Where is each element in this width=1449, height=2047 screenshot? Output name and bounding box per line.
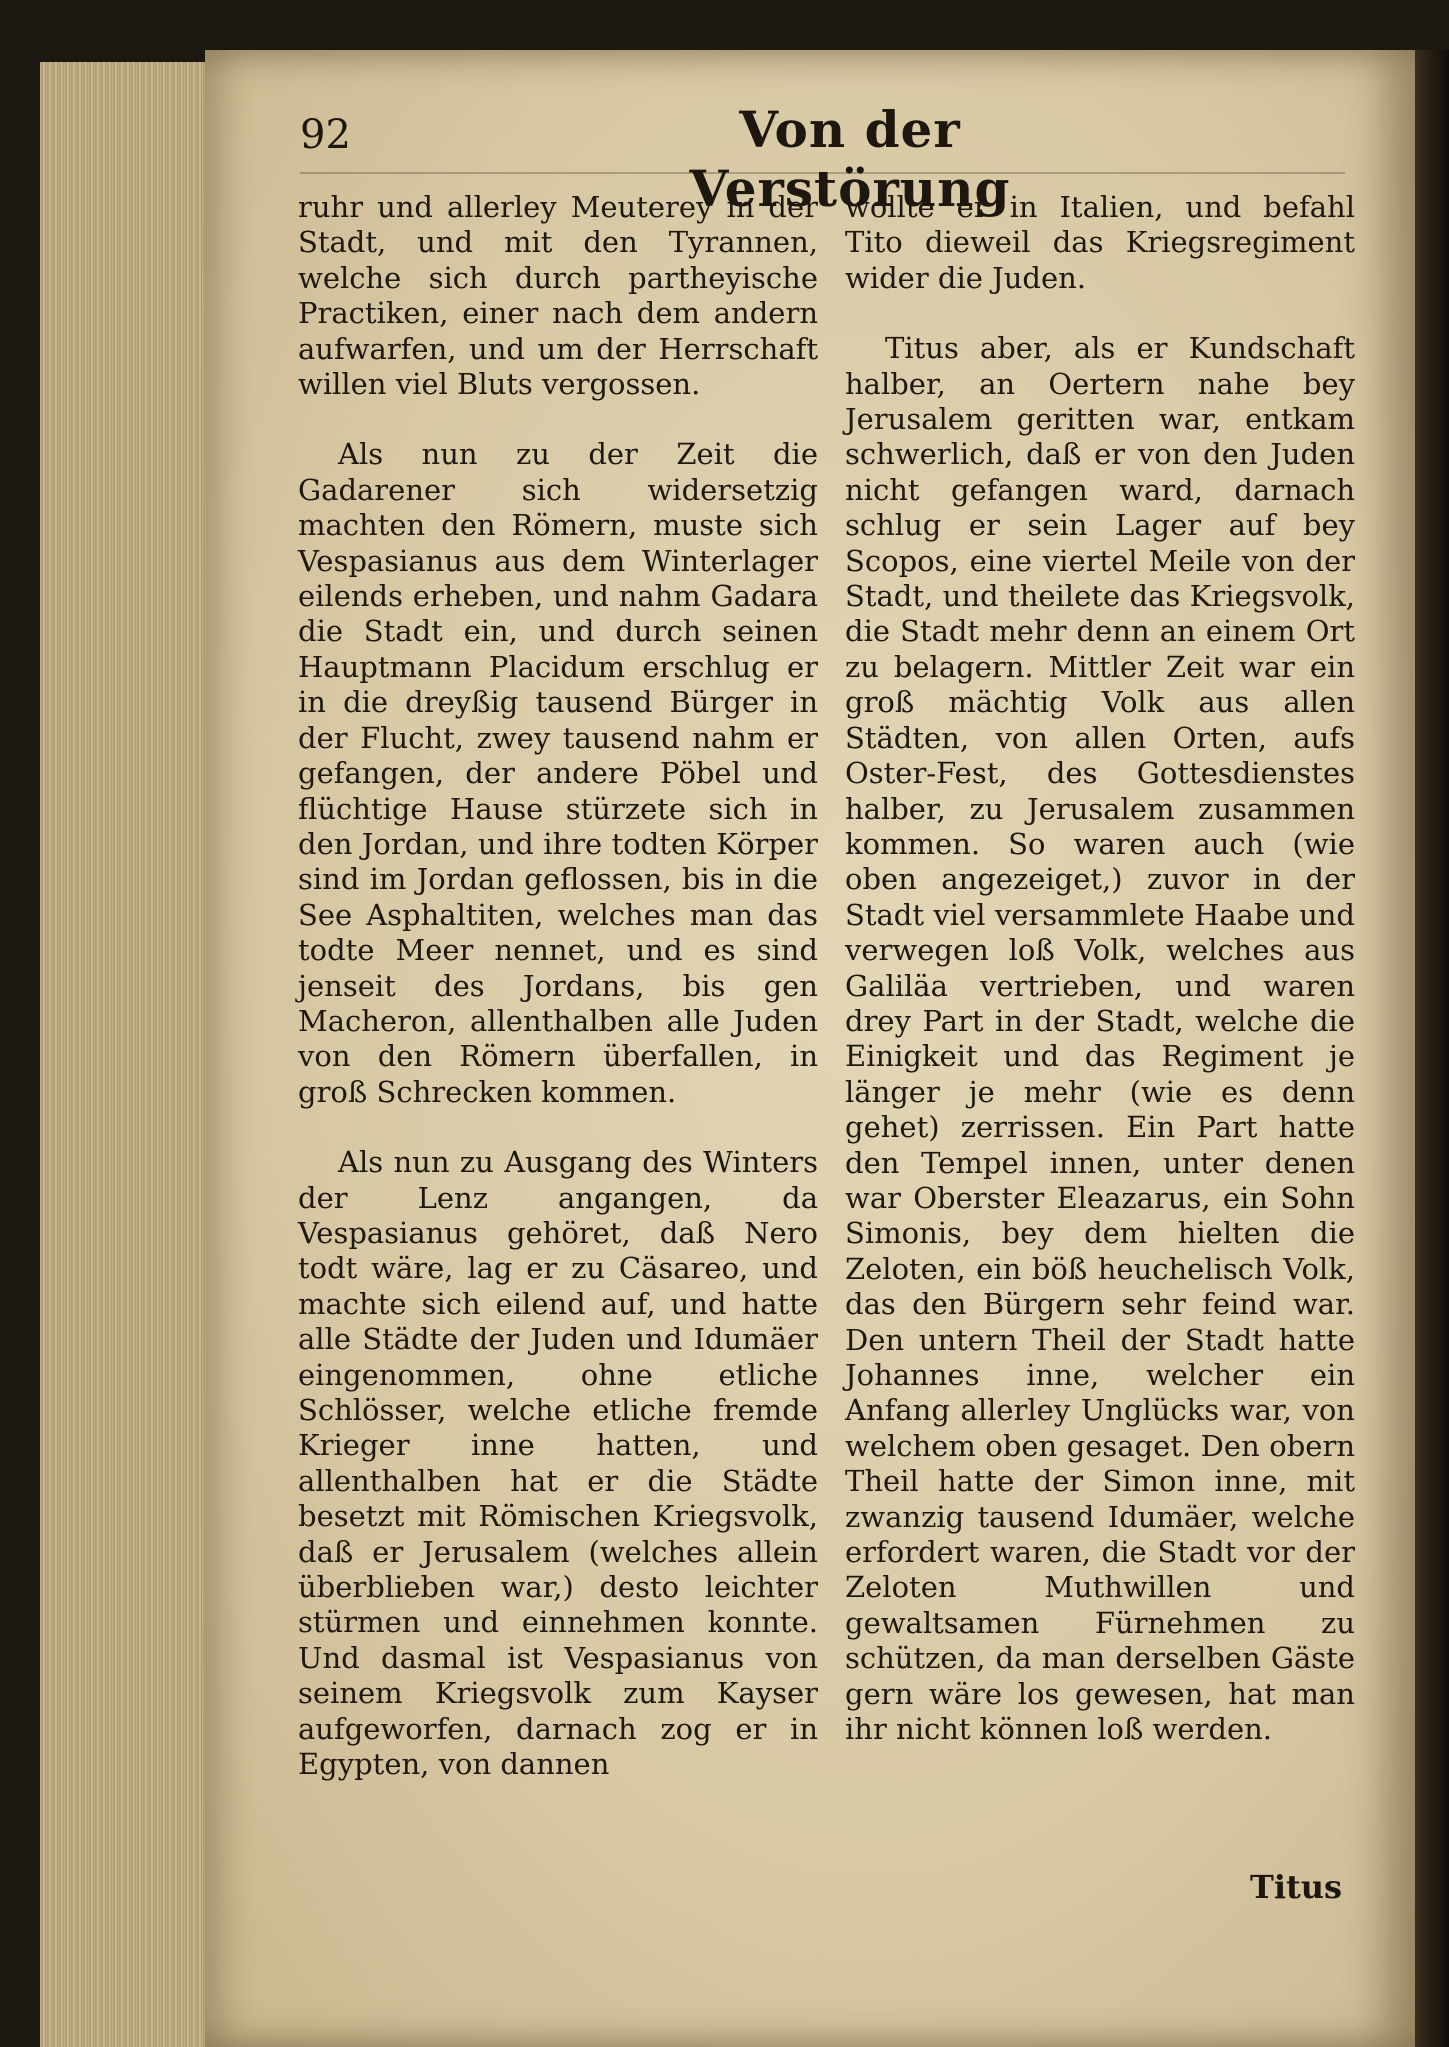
running-head: Von der Verstörung — [689, 100, 1011, 218]
paragraph: Als nun zu der Zeit die Gadarener sich widersetzig machten den Römern, muste sich Vespasianus aus dem Winterlager eilends erheben, und nahm Gadara die Stadt ein, und durch seinen Hauptmann Placidum erschlug er in die dreyßig tausend Bürger in der Flucht, zwey tausend nahm er gefangen, der andere Pöbel und flüchtige Hause stürzete sich in den Jordan, und ihre todten Körper sind im Jordan geflossen, bis in die See Asphaltiten, welches man das todte Meer nennet, und es sind jenseit des Jordans, bis gen Macheron, allenthalben alle Juden von den Römern überfallen, in groß Schrecken kommen. — [298, 437, 818, 1109]
book-gutter — [1415, 50, 1449, 2047]
paragraph: ruhr und allerley Meuterey in der Stadt, und mit den Tyrannen, welche sich durch partheyische Practiken, einer nach dem andern aufwarfen, und um der Herrschaft willen viel Bluts vergossen. — [298, 190, 818, 402]
left-column — [298, 190, 818, 1782]
page-edges — [40, 62, 210, 2047]
page-number: 92 — [300, 112, 351, 158]
catchword: Titus — [1250, 1868, 1343, 1906]
paragraph: Als nun zu Ausgang des Winters der Lenz angangen, da Vespasianus gehöret, daß Nero todt wäre, lag er zu Cäsareo, und machte sich eilend auf, und hatte alle Städte der Juden und Idumäer eingenommen, ohne etliche Schlösser, welche etliche fremde Krieger inne hatten, und allenthalben hat er die Städte besetzt mit Römischen Kriegsvolk, daß er Jerusalem (welches allein überblieben war,) desto leichter stürmen und einnehmen konnte. Und dasmal ist Vespasianus von seinem Kriegsvolk zum Kayser aufgeworfen, darnach zog er in Egypten, von dannen — [298, 1145, 818, 1782]
right-column — [845, 190, 1355, 1747]
header-rule — [300, 172, 1345, 174]
paragraph: wollte er in Italien, und befahl Tito dieweil das Kriegsregiment wider die Juden. — [845, 190, 1355, 295]
paragraph: Titus aber, als er Kundschaft halber, an Oertern nahe bey Jerusalem geritten war, entkam schwerlich, daß er von den Juden nicht gefangen ward, darnach schlug er sein Lager auf bey Scopos, eine viertel Meile von der Stadt, und theilete das Kriegsvolk, die Stadt mehr denn an einem Ort zu belagern. Mittler Zeit war ein groß mächtig Volk aus allen Städten, von allen Orten, aufs Oster-Fest, des Gottesdienstes halber, zu Jerusalem zusammen kommen. So waren auch (wie oben angezeiget,) zuvor in der Stadt viel versammlete Haabe und verwegen loß Volk, welches aus Galiläa vertrieben, und waren drey Part in der Stadt, welche die Einigkeit und das Regiment je länger je mehr (wie es denn gehet) zerrissen. Ein Part hatte den Tempel innen, unter denen war Oberster Eleazarus, ein Sohn Simonis, bey dem hielten die Zeloten, ein böß heuchelisch Volk, das den Bürgern sehr feind war. Den untern Theil der Stadt hatte Johannes inne, welcher ein Anfang allerley Unglücks war, von welchem oben gesaget. Den obern Theil hatte der Simon inne, mit zwanzig tausend Idumäer, welche erfordert waren, die Stadt vor der Zeloten Muthwillen und gewaltsamen Fürnehmen zu schützen, da man derselben Gäste gern wäre los gewesen, hat man ihr nicht können loß werden. — [845, 331, 1355, 1747]
